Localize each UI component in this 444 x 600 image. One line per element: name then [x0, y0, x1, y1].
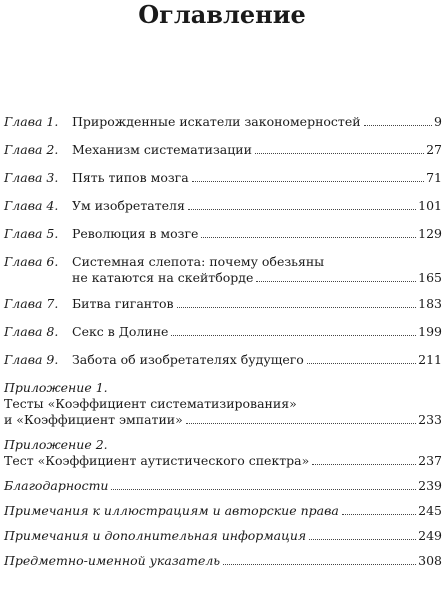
dot-leader — [312, 464, 416, 465]
dot-leader — [223, 564, 416, 565]
dot-leader — [188, 209, 416, 210]
chapter-title: Битва гигантов — [72, 296, 174, 311]
dot-leader — [256, 281, 416, 282]
appendix-title: Тест «Коэффициент аутистического спектра» — [4, 453, 310, 468]
chapter-title: Прирожденные искатели закономерностей — [72, 114, 361, 129]
chapter-label: Глава 4. — [4, 198, 59, 213]
entry-title: Благодарности — [4, 478, 109, 493]
dot-leader — [364, 125, 432, 126]
toc-entry-acknowledgements[interactable] — [4, 478, 442, 494]
chapter-label: Глава 3. — [4, 170, 59, 185]
page-number: 249 — [418, 528, 442, 543]
toc-entry-appendix-2[interactable] — [4, 437, 442, 469]
toc-entry-chapter-3[interactable] — [4, 170, 442, 186]
page-number: 233 — [418, 412, 442, 427]
dot-leader — [111, 489, 416, 490]
appendix-label: Приложение 2. — [4, 437, 108, 452]
page-number: 211 — [418, 352, 442, 367]
chapter-title: Забота об изобретателях будущего — [72, 352, 304, 367]
page-number: 237 — [418, 453, 442, 468]
toc-entry-chapter-5[interactable] — [4, 226, 442, 242]
chapter-title: Механизм систематизации — [72, 142, 252, 157]
chapter-title: Революция в мозге — [72, 226, 199, 241]
dot-leader — [177, 307, 417, 308]
page-number: 245 — [418, 503, 442, 518]
toc-entry-chapter-8[interactable] — [4, 324, 442, 340]
toc-entry-notes[interactable] — [4, 528, 442, 544]
toc-entry-chapter-4[interactable] — [4, 198, 442, 214]
chapter-label: Глава 9. — [4, 352, 59, 367]
entry-title: Примечания к иллюстрациям и авторские права — [4, 503, 339, 518]
dot-leader — [186, 423, 416, 424]
chapter-title: Ум изобретателя — [72, 198, 185, 213]
chapter-label: Глава 7. — [4, 296, 59, 311]
toc-entry-chapter-1[interactable] — [4, 114, 442, 130]
toc-entry-chapter-2[interactable] — [4, 142, 442, 158]
chapter-title-line-1: Системная слепота: почему обезьяны — [72, 254, 325, 269]
dot-leader — [192, 181, 424, 182]
dot-leader — [309, 539, 416, 540]
page-number: 27 — [426, 142, 442, 157]
page-number: 71 — [426, 170, 442, 185]
appendix-title-line-2: и «Коэффициент эмпатии» — [4, 412, 183, 427]
page-number: 199 — [418, 324, 442, 339]
dot-leader — [255, 153, 424, 154]
dot-leader — [171, 335, 416, 336]
page-title: Оглавление — [138, 0, 306, 29]
entry-title: Примечания и дополнительная информация — [4, 528, 307, 543]
appendix-title-line-1: Тесты «Коэффициент систематизирования» — [4, 396, 297, 411]
dot-leader — [201, 237, 416, 238]
page-number: 308 — [418, 553, 442, 568]
chapter-title: Пять типов мозга — [72, 170, 189, 185]
chapter-label: Глава 5. — [4, 226, 59, 241]
dot-leader — [307, 363, 416, 364]
page-number: 129 — [418, 226, 442, 241]
page-number: 101 — [418, 198, 442, 213]
page-number: 9 — [434, 114, 442, 129]
toc-entry-chapter-9[interactable] — [4, 352, 442, 368]
appendix-label: Приложение 1. — [4, 380, 108, 395]
page-number: 183 — [418, 296, 442, 311]
toc-entry-chapter-6[interactable] — [4, 254, 442, 286]
chapter-label: Глава 1. — [4, 114, 59, 129]
table-of-contents — [4, 114, 442, 578]
chapter-label: Глава 2. — [4, 142, 59, 157]
chapter-label: Глава 8. — [4, 324, 59, 339]
chapter-title: Секс в Долине — [72, 324, 169, 339]
page-number: 239 — [418, 478, 442, 493]
toc-entry-index[interactable] — [4, 553, 442, 569]
chapter-title-line-2: не катаются на скейтборде — [72, 270, 254, 285]
chapter-label: Глава 6. — [4, 254, 59, 269]
toc-entry-appendix-1[interactable] — [4, 380, 442, 428]
dot-leader — [342, 514, 416, 515]
entry-title: Предметно-именной указатель — [4, 553, 221, 568]
toc-entry-illustration-notes[interactable] — [4, 503, 442, 519]
page-number: 165 — [418, 270, 442, 285]
toc-entry-chapter-7[interactable] — [4, 296, 442, 312]
